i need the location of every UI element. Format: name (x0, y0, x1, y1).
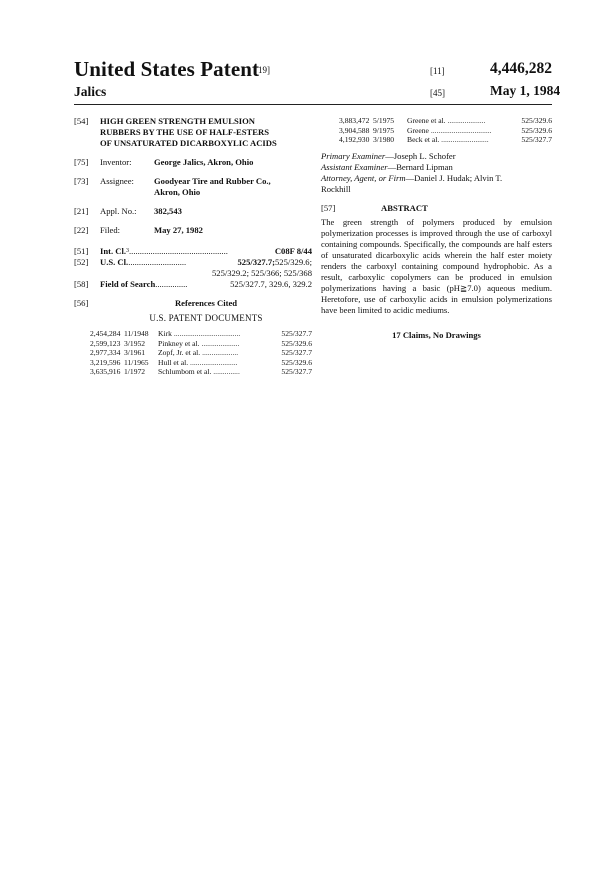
inventor-surname: Jalics (74, 84, 107, 99)
primary-examiner-label: Primary Examiner (321, 150, 386, 161)
ref-name: Greene (407, 125, 429, 135)
leader-dots: .............................................. (129, 246, 228, 256)
abstract-header (321, 203, 552, 214)
ref-class: 525/327.7 (281, 348, 312, 357)
inventor-label: Inventor: (100, 157, 132, 167)
ref-name: Hull et al. (158, 357, 189, 367)
primary-examiner (321, 151, 552, 162)
title-line: OF UNSATURATED DICARBOXYLIC ACIDS (100, 138, 277, 148)
references-table-right (339, 116, 552, 145)
ref-date: 3/1952 (124, 338, 146, 348)
left-column (74, 116, 312, 377)
title-code: [19] (255, 65, 270, 75)
claims-summary: 17 Claims, No Drawings (392, 329, 481, 340)
field-code: [73] (74, 176, 89, 186)
ref-date: 3/1961 (124, 348, 146, 357)
assistant-examiner-value: —Bernard Lipman (387, 161, 453, 172)
ref-class: 525/327.7 (281, 367, 312, 376)
appl-no-label: Appl. No.: (100, 206, 137, 216)
ref-class: 525/329.6 (281, 357, 312, 367)
field-of-search-value: 525/327.7, 329.6, 329.2 (230, 279, 312, 289)
abstract-title: ABSTRACT (381, 202, 428, 213)
table-row (90, 348, 312, 358)
inventor-value: George Jalics, Akron, Ohio (154, 157, 254, 167)
field-of-search-label: Field of Search (100, 279, 156, 289)
ref-date: 9/1975 (373, 125, 395, 135)
right-column (321, 116, 552, 341)
leader-dots: ................... (200, 348, 239, 357)
leader-dots: ................................... (171, 329, 241, 338)
references-subtitle: U.S. PATENT DOCUMENTS (149, 313, 263, 323)
field-code: [58] (74, 279, 89, 289)
ref-number: 3,635,916 (90, 367, 121, 376)
field-code: [54] (74, 116, 89, 126)
leader-dots: ................................ (428, 125, 492, 135)
title-line: HIGH GREEN STRENGTH EMULSION (100, 116, 255, 126)
table-row (90, 358, 312, 368)
attorney-label: Attorney, Agent, or Firm (321, 172, 406, 183)
title-line: RUBBERS BY THE USE OF HALF-ESTERS (100, 127, 269, 137)
appl-no-value: 382,543 (154, 206, 182, 216)
field-code: [75] (74, 157, 89, 167)
ref-name: Greene et al. (407, 116, 446, 125)
leader-dots: .................... (445, 116, 486, 125)
references-title: References Cited (174, 298, 238, 308)
leader-dots: ............... (155, 279, 188, 289)
patent-number-code: [11] (430, 66, 445, 76)
date-code: [45] (430, 88, 445, 98)
ref-number: 2,977,334 (90, 348, 121, 357)
field-code: [22] (74, 225, 89, 235)
ref-number: 2,454,284 (90, 329, 121, 338)
ref-number: 3,883,472 (339, 116, 370, 125)
ref-date: 1/1972 (124, 367, 146, 376)
abstract-text: The green strength of polymers produced by emulsion polymerization processes is improved through the use of carboxyl containing compounds. Specifically, the compounds are half esters of unsaturated dicarboxylic acids wherein the half ester moiety renders the carboxyl containing compound hydrophobic. As a result, carboxylic copolymers can be produced in emulsion polymerizations having a basic (pH≧7.0) aqueous medium. Heretofore, use of carboxylic acids in emulsion polymerizations have been limited to acidic mediums. (321, 216, 552, 315)
field-code: [52] (74, 257, 89, 267)
primary-examiner-value: —Joseph L. Schofer (385, 150, 456, 161)
us-cl-field (74, 257, 312, 279)
assistant-examiner-label: Assistant Examiner (321, 161, 388, 172)
ref-name: Kirk (158, 329, 172, 338)
assignee-location: Akron, Ohio (154, 187, 201, 197)
references-table-left (90, 329, 312, 377)
ref-class: 525/327.7 (521, 135, 552, 144)
table-row (339, 135, 552, 145)
table-row (339, 116, 552, 126)
table-row (339, 126, 552, 136)
filed-value: May 27, 1982 (154, 225, 203, 235)
table-row (90, 367, 312, 377)
attorney-line2: Rockhill (321, 183, 351, 194)
us-cl-line2: 525/329.2; 525/366; 525/368 (211, 268, 312, 278)
assignee-value: Goodyear Tire and Rubber Co., (154, 176, 271, 186)
filed-label: Filed: (100, 225, 121, 235)
int-cl-field (74, 246, 312, 257)
ref-number: 4,192,930 (339, 135, 370, 144)
ref-name: Zopf, Jr. et al. (158, 348, 201, 357)
ref-date: 11/1965 (124, 357, 149, 367)
ref-class: 525/329.6 (521, 116, 552, 125)
table-row (90, 329, 312, 339)
attorney (321, 173, 552, 184)
us-cl-primary: 525/327.7; (237, 257, 275, 267)
leader-dots: .................... (199, 338, 240, 348)
ref-name: Beck et al. (407, 135, 440, 144)
leader-dots: ......................... (439, 135, 489, 144)
ref-class: 525/329.6 (281, 338, 312, 348)
abstract-code: [57] (321, 202, 336, 213)
us-cl-secondary: 525/329.6; (274, 257, 312, 267)
field-code: [21] (74, 206, 89, 216)
field-code: [56] (74, 298, 89, 308)
leader-dots: ........................... (128, 257, 187, 267)
us-cl-label: U.S. Cl. (100, 257, 129, 267)
ref-name: Pinkney et al. (158, 338, 200, 348)
ref-date: 5/1975 (373, 116, 395, 125)
ref-number: 3,219,596 (90, 357, 121, 367)
ref-number: 2,599,123 (90, 338, 121, 348)
int-cl-value: C08F 8/44 (274, 246, 312, 256)
ref-class: 525/329.6 (521, 125, 552, 135)
field-of-search (74, 279, 312, 290)
ref-class: 525/327.7 (281, 329, 312, 338)
int-cl-superscript: 3 (126, 248, 130, 254)
patent-date: May 1, 1984 (490, 83, 561, 98)
title-field (74, 116, 312, 149)
int-cl-label: Int. Cl. (100, 246, 127, 256)
table-row (90, 339, 312, 349)
appl-no-field (74, 206, 312, 217)
field-code: [51] (74, 246, 89, 256)
attorney-value: —Daniel J. Hudak; Alvin T. (405, 172, 503, 183)
leader-dots: .............. (211, 367, 240, 376)
header-divider (74, 104, 552, 105)
leader-dots: ......................... (188, 357, 238, 367)
ref-date: 11/1948 (124, 329, 149, 338)
patent-number: 4,446,282 (490, 60, 552, 77)
filed-field (74, 225, 312, 236)
assignee-field (74, 176, 312, 198)
ref-date: 3/1980 (373, 135, 395, 144)
ref-number: 3,904,588 (339, 125, 370, 135)
references-field (74, 298, 312, 309)
patent-office-title: United States Patent (74, 57, 260, 81)
assignee-label: Assignee: (100, 176, 134, 186)
ref-name: Schlumbom et al. (158, 367, 212, 376)
inventor-field (74, 157, 312, 168)
assistant-examiner (321, 162, 552, 173)
